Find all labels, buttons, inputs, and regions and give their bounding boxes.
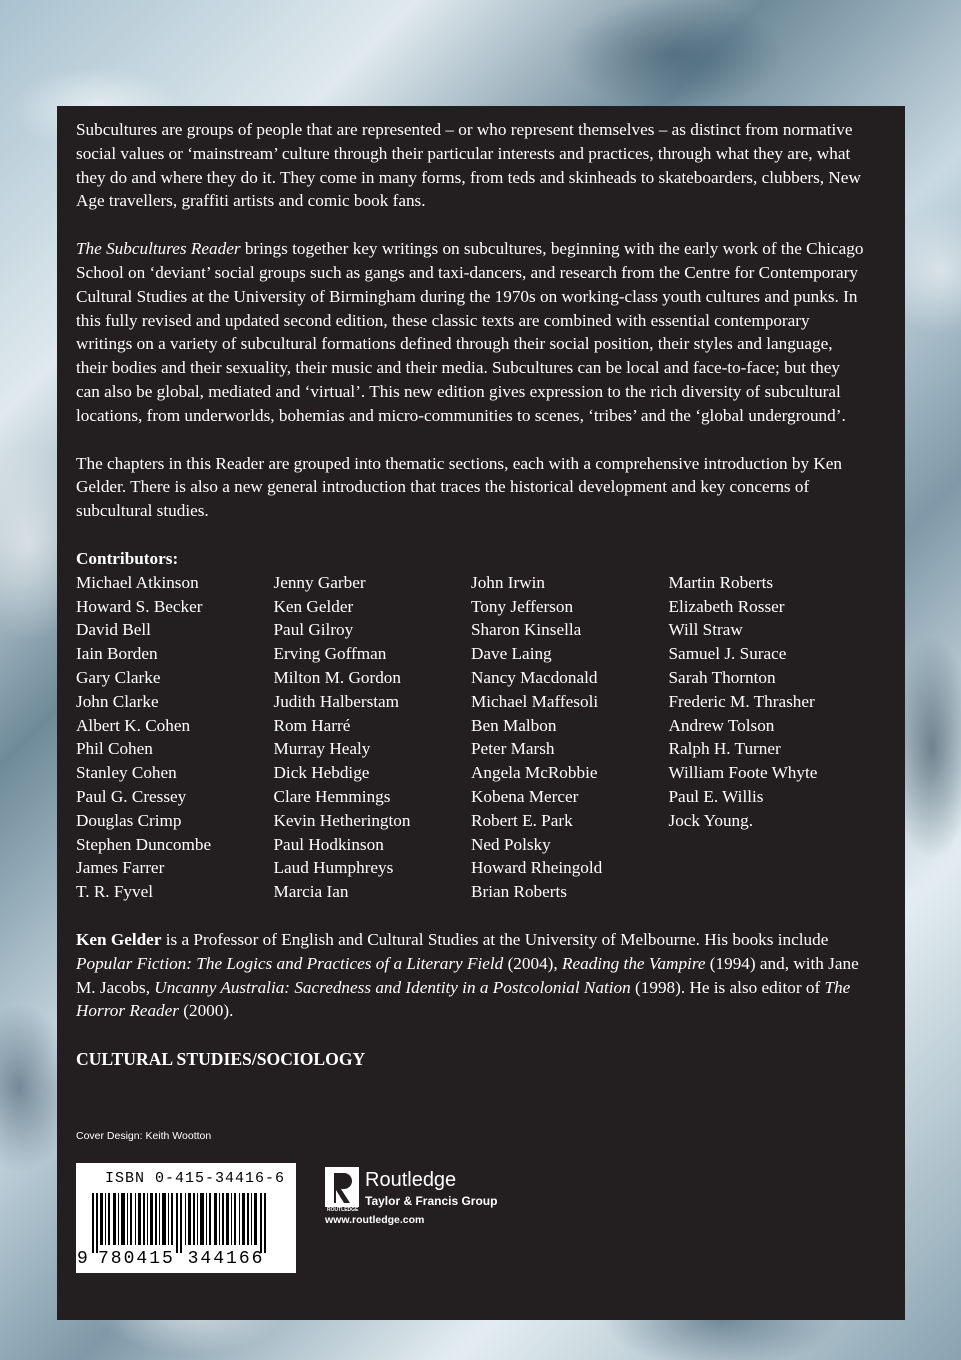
contributor: Dick Hebdige xyxy=(273,763,370,783)
contributor: Phil Cohen xyxy=(76,739,153,759)
contributor: Tony Jefferson xyxy=(471,596,574,616)
contributor: Erving Goffman xyxy=(273,644,387,664)
contributor: Paul G. Cressey xyxy=(76,786,187,806)
contributor: Samuel J. Surace xyxy=(668,644,787,664)
contributor: Michael Atkinson xyxy=(76,572,199,592)
contributor: William Foote Whyte xyxy=(668,763,818,783)
contributor: Jenny Garber xyxy=(273,572,366,592)
cover-design-credit: Cover Design: Keith Wootton xyxy=(76,1130,212,1142)
contributor: Paul Gilroy xyxy=(273,620,354,640)
contributor: Murray Healy xyxy=(273,739,371,759)
contributor: Martin Roberts xyxy=(668,572,774,592)
contributor: John Irwin xyxy=(471,572,545,592)
contributor: Nancy Macdonald xyxy=(471,667,598,687)
subject-category: CULTURAL STUDIES/SOCIOLOGY xyxy=(76,1049,366,1070)
contributor: David Bell xyxy=(76,620,151,640)
blurb-paragraph-3: The chapters in this Reader are grouped into thematic sections, each with a comprehensive introduction by Ken Gelder. There is also a new general introduction that traces the historical development and key concerns of subcultural studies. xyxy=(76,453,843,521)
contributor: Sharon Kinsella xyxy=(471,620,582,640)
isbn-label: ISBN 0-415-34416-6 xyxy=(105,1170,286,1187)
contributors-column-2 xyxy=(274,571,472,904)
isbn-barcode xyxy=(76,1163,296,1273)
contributors-list xyxy=(76,571,866,904)
contributor: Kobena Mercer xyxy=(471,786,579,806)
contributor: Ken Gelder xyxy=(273,596,354,616)
contributor: Andrew Tolson xyxy=(668,715,775,735)
contributor: Brian Roberts xyxy=(471,882,567,902)
contributor: Robert E. Park xyxy=(471,810,573,830)
cover-text xyxy=(76,118,866,1071)
routledge-logo-icon xyxy=(325,1167,359,1213)
contributor: Dave Laing xyxy=(471,644,552,664)
contributor: Kevin Hetherington xyxy=(273,810,411,830)
barcode-bars xyxy=(92,1193,282,1253)
contributor: Ben Malbon xyxy=(471,715,557,735)
contributor: Iain Borden xyxy=(76,644,158,664)
contributor: Clare Hemmings xyxy=(273,786,391,806)
contributor: Will Straw xyxy=(668,620,743,640)
contributor: Angela McRobbie xyxy=(471,763,598,783)
blurb-paragraph-1: Subcultures are groups of people that are represented – or who represent themselves – as distinct from normative social values or ‘mainstream’ culture through their particular interests and practices, through what they are, what they do and where they do it. They come in many forms, from teds and skinheads to skateboarders, clubbers, New Age travellers, graffiti artists and comic book fans. xyxy=(76,120,861,211)
contributor: Howard S. Becker xyxy=(76,596,203,616)
barcode-first-digit: 9 xyxy=(77,1249,88,1269)
book-title: Popular Fiction: The Logics and Practices of a Literary Field xyxy=(76,953,504,973)
back-cover-panel xyxy=(57,106,905,1320)
contributor: John Clarke xyxy=(76,691,159,711)
author-bio: Ken Gelder is a Professor of English and Cultural Studies at the University of Melbourne. His books include Popular Fiction: The Logics and Practices of a Literary Field (2004), Reading the Vampire (1994) and, with Jane M. Jacobs, Uncanny Australia: Sacredness and Identity in a Postcolonial Nation (1998). He is also editor of The Horror Reader (2000). xyxy=(76,929,859,1021)
contributor: Stephen Duncombe xyxy=(76,834,212,854)
contributor: Ned Polsky xyxy=(471,834,551,854)
author-name: Ken Gelder xyxy=(76,929,162,949)
book-title: Uncanny Australia: Sacredness and Identity in a Postcolonial Nation xyxy=(154,977,631,997)
contributors-column-3 xyxy=(471,571,669,904)
contributors-heading: Contributors: xyxy=(76,548,179,568)
contributor: Gary Clarke xyxy=(76,667,161,687)
contributor: T. R. Fyvel xyxy=(76,882,154,902)
contributor: Douglas Crimp xyxy=(76,810,182,830)
contributor: Paul Hodkinson xyxy=(273,834,384,854)
contributor: Michael Maffesoli xyxy=(471,691,599,711)
book-title: The Horror Reader xyxy=(76,977,851,1021)
contributor: Rom Harré xyxy=(273,715,351,735)
contributor: Frederic M. Thrasher xyxy=(668,691,815,711)
contributor: Marcia Ian xyxy=(273,882,349,902)
contributor: Ralph H. Turner xyxy=(668,739,781,759)
contributor: James Farrer xyxy=(76,858,165,878)
contributors-column-4 xyxy=(669,571,867,904)
blurb-paragraph-2: The Subcultures Reader brings together key writings on subcultures, beginning with the early work of the Chicago School on ‘deviant’ social groups such as gangs and taxi-dancers, and research from the Centre for Contemporary Cultural Studies at the University of Birmingham during the 1970s on working-class youth cultures and punks. In this fully revised and updated second edition, these classic texts are combined with essential contemporary writings on a variety of subcultural formations defined through their social position, their styles and language, their bodies and their sexuality, their music and their media. Subcultures can be local and face-to-face; but they can also be global, mediated and ‘virtual’. This new edition gives expression to the rich diversity of subcultural locations, from underworlds, bohemias and micro-communities to scenes, ‘tribes’ and the ‘global underground’. xyxy=(76,239,864,425)
book-title: Reading the Vampire xyxy=(561,953,706,973)
publisher-url: www.routledge.com xyxy=(325,1214,425,1226)
publisher-group: Taylor & Francis Group xyxy=(365,1194,498,1208)
contributor: Stanley Cohen xyxy=(76,763,177,783)
contributor: Elizabeth Rosser xyxy=(668,596,785,616)
publisher-logo xyxy=(325,1167,545,1227)
contributor: Albert K. Cohen xyxy=(76,715,191,735)
contributor: Peter Marsh xyxy=(471,739,555,759)
contributor: Howard Rheingold xyxy=(471,858,603,878)
contributor: Sarah Thornton xyxy=(668,667,776,687)
barcode-number: 780415 344166 xyxy=(98,1249,265,1269)
contributor: Jock Young. xyxy=(668,810,754,830)
contributor: Paul E. Willis xyxy=(668,786,764,806)
contributors-column-1 xyxy=(76,571,274,904)
publisher-name: Routledge xyxy=(365,1169,457,1191)
book-title: The Subcultures Reader xyxy=(76,239,241,259)
contributor: Laud Humphreys xyxy=(273,858,394,878)
svg-text:ROUTLEDGE: ROUTLEDGE xyxy=(327,1207,359,1213)
contributor: Judith Halberstam xyxy=(273,691,400,711)
contributor: Milton M. Gordon xyxy=(273,667,401,687)
